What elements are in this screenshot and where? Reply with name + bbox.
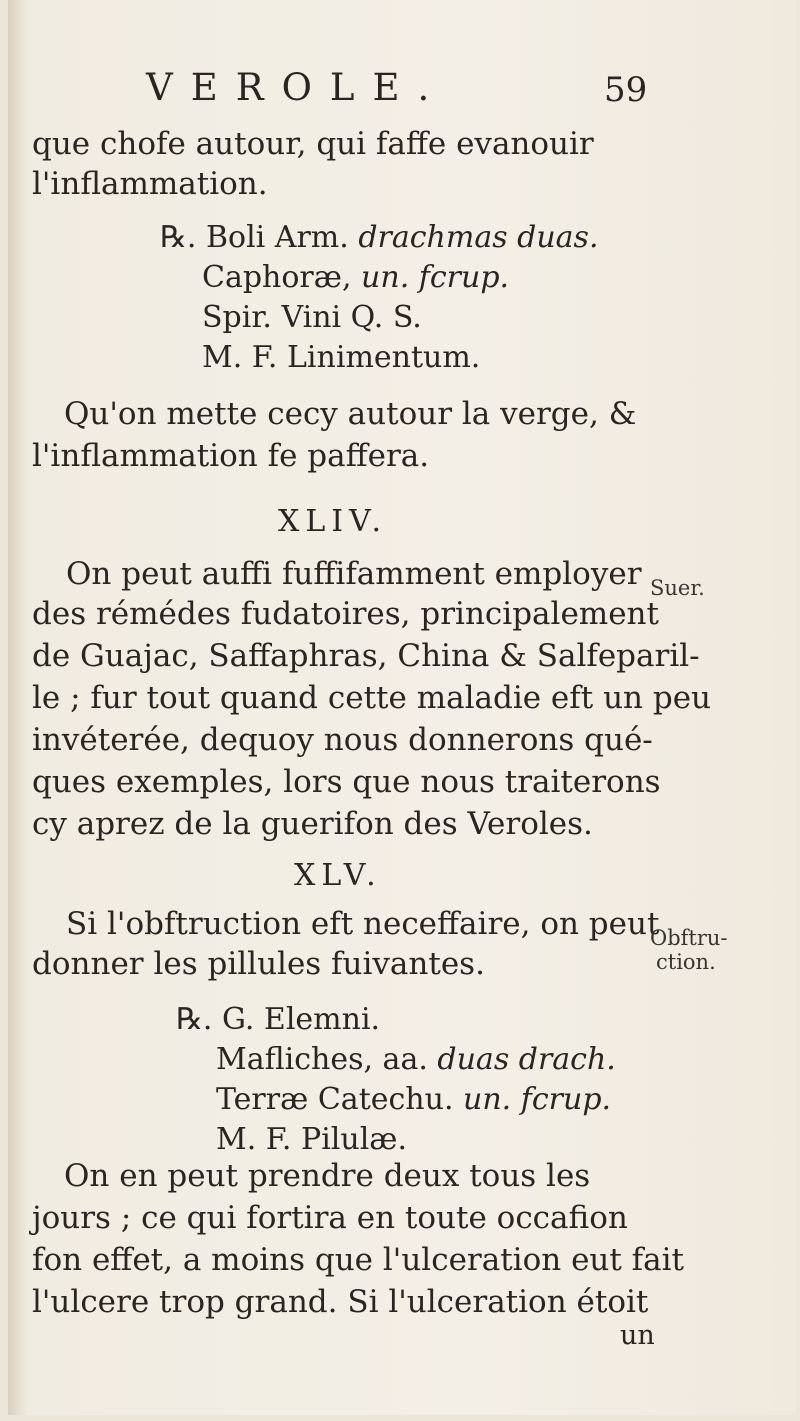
book-page bbox=[8, 0, 796, 1415]
text-line: jours ; ce qui fortira en toute occafion bbox=[32, 1200, 628, 1236]
text-line: Si l'obftruction eft neceffaire, on peut bbox=[66, 906, 660, 942]
text-line: l'inflammation fe paffera. bbox=[32, 438, 430, 474]
text-line: donner les pillules fuivantes. bbox=[32, 946, 485, 982]
recipe-line: Mafliches, aa. duas drach. bbox=[216, 1042, 616, 1077]
text-line: ques exemples, lors que nous traiterons bbox=[32, 764, 661, 800]
text-line: cy aprez de la guerifon des Veroles. bbox=[32, 806, 593, 842]
recipe-line: ℞. G. Elemni. bbox=[176, 1002, 381, 1037]
recipe-line: M. F. Pilulæ. bbox=[216, 1122, 408, 1157]
section-heading: XLIV. bbox=[278, 504, 388, 539]
recipe-line: ℞. Boli Arm. drachmas duas. bbox=[160, 220, 599, 255]
text-line: l'ulcere trop grand. Si l'ulceration étoit bbox=[32, 1284, 649, 1320]
section-heading: XLV. bbox=[294, 858, 382, 893]
text-line: le ; fur tout quand cette maladie eft un peu bbox=[32, 680, 712, 716]
recipe-line: Spir. Vini Q. S. bbox=[202, 300, 422, 335]
recipe-line: M. F. Linimentum. bbox=[202, 340, 481, 375]
text-line: de Guajac, Saffaphras, China & Salfeparil- bbox=[32, 638, 700, 674]
page-number: 59 bbox=[604, 70, 648, 110]
catchword: un bbox=[620, 1320, 655, 1351]
text-line: que chofe autour, qui faffe evanouir bbox=[32, 126, 594, 162]
recipe-line: Terræ Catechu. un. fcrup. bbox=[216, 1082, 612, 1117]
text-line: Qu'on mette cecy autour la verge, & bbox=[64, 396, 637, 432]
margin-note: Obftru- bbox=[650, 926, 728, 950]
margin-note: ction. bbox=[656, 950, 716, 974]
text-line: invéterée, dequoy nous donnerons qué- bbox=[32, 722, 653, 758]
margin-note: Suer. bbox=[650, 576, 705, 600]
text-line: l'inflammation. bbox=[32, 166, 268, 202]
text-line: fon effet, a moins que l'ulceration eut fait bbox=[32, 1242, 685, 1278]
text-line: des rémédes fudatoires, principalement bbox=[32, 596, 659, 632]
text-line: On peut auffi fuffifamment employer bbox=[66, 556, 642, 592]
recipe-line: Caphoræ, un. fcrup. bbox=[202, 260, 510, 295]
running-head: VEROLE. bbox=[146, 66, 448, 109]
text-line: On en peut prendre deux tous les bbox=[64, 1158, 591, 1194]
